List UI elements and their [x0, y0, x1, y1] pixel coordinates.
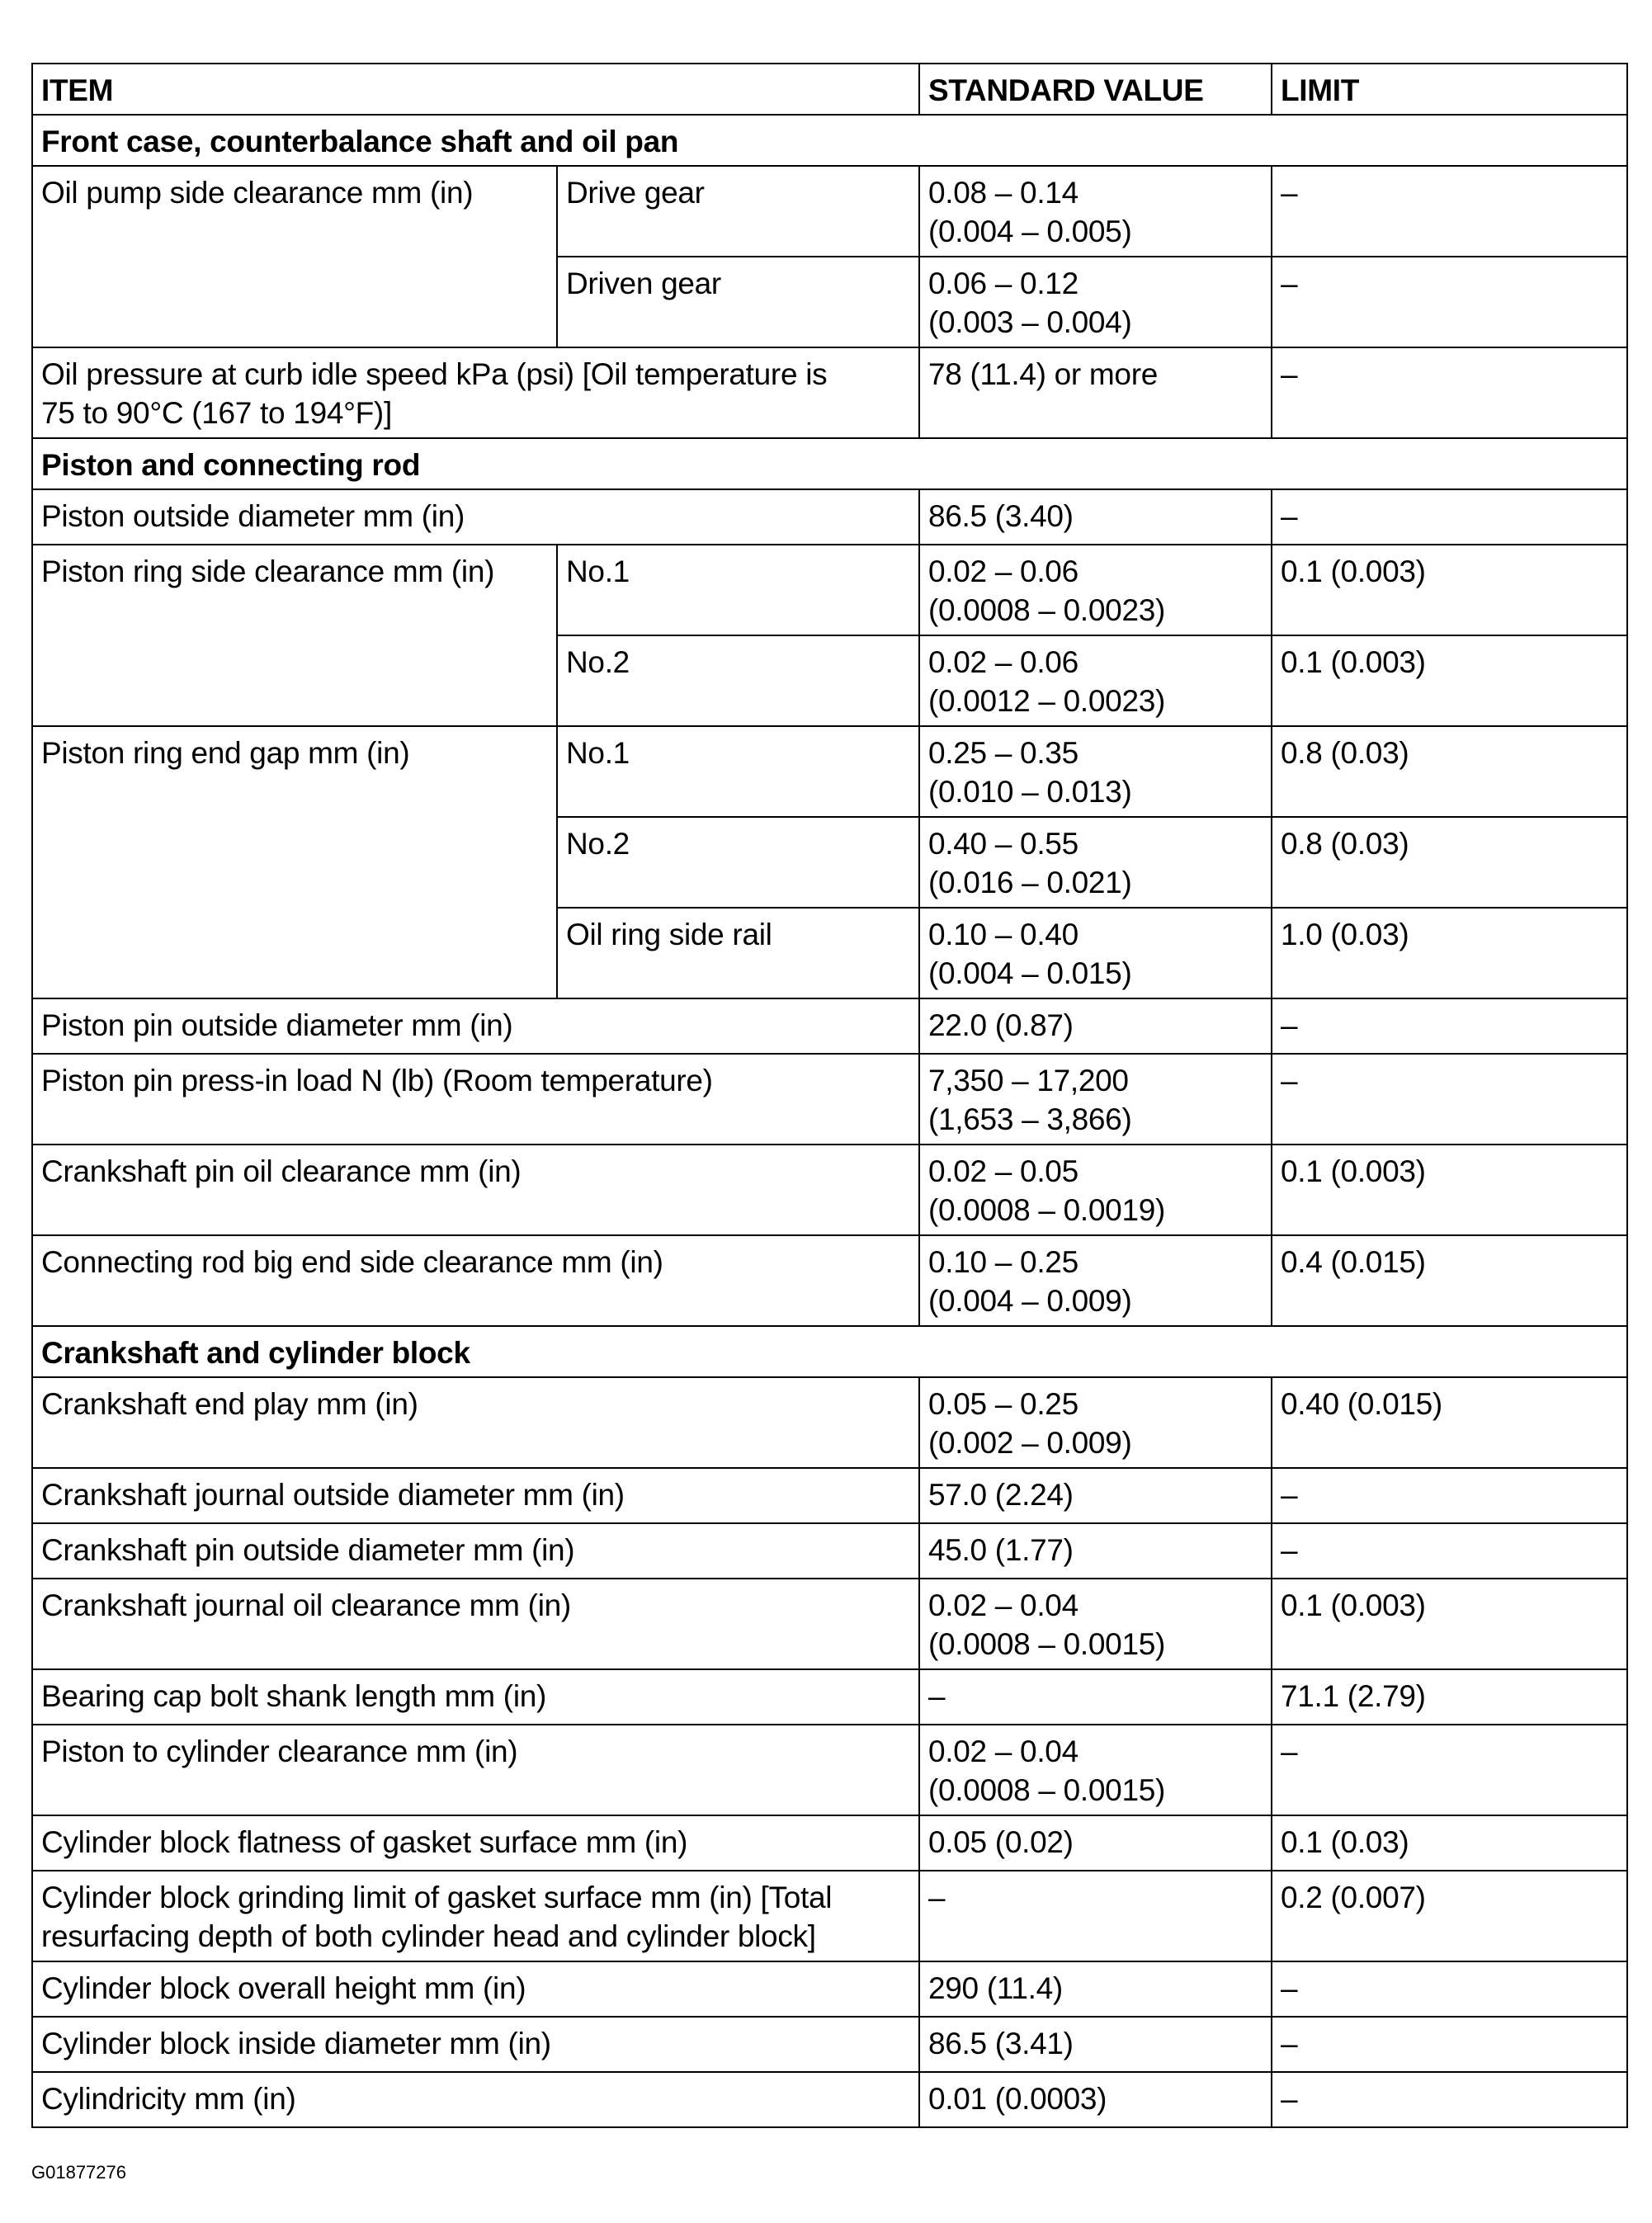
item-cell: Bearing cap bolt shank length mm (in): [32, 1669, 919, 1725]
limit-cell: 0.8 (0.03): [1272, 817, 1627, 908]
subitem-cell: No.1: [557, 726, 919, 817]
table-row: [32, 489, 1627, 545]
text-line: 22.0 (0.87): [928, 1008, 1074, 1042]
text-line: 78 (11.4) or more: [928, 357, 1159, 391]
text-line: 0.40 – 0.55: [928, 827, 1079, 861]
limit-cell: –: [1272, 347, 1627, 438]
item-cell: Piston outside diameter mm (in): [32, 489, 919, 545]
limit-cell: 1.0 (0.03): [1272, 908, 1627, 998]
standard-value-cell: [919, 1961, 1272, 2017]
limit-cell: –: [1272, 1961, 1627, 2017]
standard-value-cell: [919, 635, 1272, 726]
standard-value-cell: [919, 347, 1272, 438]
text-line: 75 to 90°C (167 to 194°F)]: [41, 396, 392, 430]
text-line: resurfacing depth of both cylinder head and cylinder block]: [41, 1919, 816, 1953]
limit-cell: 0.1 (0.003): [1272, 1579, 1627, 1669]
standard-value-cell: [919, 1235, 1272, 1326]
limit-cell: 0.1 (0.003): [1272, 635, 1627, 726]
limit-cell: –: [1272, 2017, 1627, 2072]
item-cell: Piston ring side clearance mm (in): [32, 545, 557, 726]
standard-value-cell: [919, 1468, 1272, 1523]
subitem-cell: Driven gear: [557, 257, 919, 347]
text-line: 7,350 – 17,200: [928, 1064, 1129, 1097]
limit-cell: –: [1272, 166, 1627, 257]
item-cell: Piston ring end gap mm (in): [32, 726, 557, 998]
section-header-row: [32, 1326, 1627, 1377]
limit-cell: –: [1272, 1523, 1627, 1579]
subitem-cell: No.2: [557, 635, 919, 726]
item-cell: Crankshaft pin outside diameter mm (in): [32, 1523, 919, 1579]
standard-value-cell: [919, 1145, 1272, 1235]
text-line: (0.0008 – 0.0019): [928, 1193, 1166, 1227]
text-line: 0.02 – 0.04: [928, 1588, 1079, 1622]
table-row: [32, 1579, 1627, 1669]
item-cell: [32, 1871, 919, 1961]
limit-cell: –: [1272, 1054, 1627, 1145]
text-line: 0.08 – 0.14: [928, 176, 1079, 210]
table-row: [32, 2017, 1627, 2072]
text-line: 0.05 (0.02): [928, 1825, 1074, 1859]
standard-value-cell: [919, 489, 1272, 545]
text-line: 0.02 – 0.06: [928, 645, 1079, 679]
table-row: [32, 2072, 1627, 2127]
limit-cell: 71.1 (2.79): [1272, 1669, 1627, 1725]
item-cell: Cylinder block flatness of gasket surface mm (in): [32, 1815, 919, 1871]
standard-value-cell: [919, 1669, 1272, 1725]
text-line: 86.5 (3.41): [928, 2027, 1074, 2060]
text-line: (0.003 – 0.004): [928, 305, 1132, 339]
item-cell: Oil pump side clearance mm (in): [32, 166, 557, 347]
table-row: [32, 1815, 1627, 1871]
text-line: (0.004 – 0.009): [928, 1284, 1132, 1318]
text-line: (0.0008 – 0.0015): [928, 1773, 1166, 1807]
limit-cell: 0.8 (0.03): [1272, 726, 1627, 817]
table-row: [32, 1468, 1627, 1523]
item-cell: Crankshaft pin oil clearance mm (in): [32, 1145, 919, 1235]
text-line: (0.010 – 0.013): [928, 775, 1132, 809]
text-line: (0.0008 – 0.0015): [928, 1627, 1166, 1661]
item-cell: Crankshaft journal outside diameter mm (in): [32, 1468, 919, 1523]
text-line: 0.06 – 0.12: [928, 267, 1079, 300]
subitem-cell: Drive gear: [557, 166, 919, 257]
text-line: Oil pressure at curb idle speed kPa (psi) [Oil temperature is: [41, 357, 828, 391]
section-header-row: [32, 115, 1627, 166]
table-row: [32, 1523, 1627, 1579]
table-row: [32, 1871, 1627, 1961]
item-cell: Piston to cylinder clearance mm (in): [32, 1725, 919, 1815]
table-row: [32, 1961, 1627, 2017]
table-row: [32, 1235, 1627, 1326]
table-row: [32, 545, 1627, 635]
table-row: [32, 1669, 1627, 1725]
standard-value-cell: [919, 1725, 1272, 1815]
standard-value-cell: [919, 1871, 1272, 1961]
item-cell: Crankshaft journal oil clearance mm (in): [32, 1579, 919, 1669]
subitem-cell: No.1: [557, 545, 919, 635]
text-line: 86.5 (3.40): [928, 499, 1074, 533]
standard-value-cell: [919, 998, 1272, 1054]
limit-cell: 0.4 (0.015): [1272, 1235, 1627, 1326]
limit-cell: –: [1272, 1468, 1627, 1523]
subitem-cell: Oil ring side rail: [557, 908, 919, 998]
item-cell: Crankshaft end play mm (in): [32, 1377, 919, 1468]
text-line: 57.0 (2.24): [928, 1478, 1074, 1512]
header-item: ITEM: [32, 64, 919, 115]
standard-value-cell: [919, 1054, 1272, 1145]
standard-value-cell: [919, 1815, 1272, 1871]
text-line: –: [928, 1679, 946, 1713]
item-cell: [32, 347, 919, 438]
table-row: [32, 347, 1627, 438]
text-line: (0.0012 – 0.0023): [928, 684, 1166, 718]
subitem-cell: No.2: [557, 817, 919, 908]
text-line: 0.02 – 0.05: [928, 1154, 1079, 1188]
text-line: 0.10 – 0.25: [928, 1245, 1079, 1279]
text-line: 45.0 (1.77): [928, 1533, 1074, 1567]
table-row: [32, 998, 1627, 1054]
table-row: [32, 166, 1627, 257]
standard-value-cell: [919, 545, 1272, 635]
section-title: Piston and connecting rod: [32, 438, 1627, 489]
text-line: –: [928, 1881, 946, 1914]
text-line: (0.004 – 0.015): [928, 956, 1132, 990]
item-cell: Piston pin outside diameter mm (in): [32, 998, 919, 1054]
item-cell: Cylinder block inside diameter mm (in): [32, 2017, 919, 2072]
text-line: 0.25 – 0.35: [928, 736, 1079, 770]
standard-value-cell: [919, 817, 1272, 908]
text-line: 0.02 – 0.06: [928, 555, 1079, 588]
standard-value-cell: [919, 166, 1272, 257]
limit-cell: 0.1 (0.003): [1272, 545, 1627, 635]
standard-value-cell: [919, 908, 1272, 998]
item-cell: Cylindricity mm (in): [32, 2072, 919, 2127]
table-row: [32, 1377, 1627, 1468]
header-limit: LIMIT: [1272, 64, 1627, 115]
limit-cell: 0.2 (0.007): [1272, 1871, 1627, 1961]
figure-id: G01877276: [31, 2162, 126, 2183]
standard-value-cell: [919, 2017, 1272, 2072]
limit-cell: –: [1272, 257, 1627, 347]
item-cell: Piston pin press-in load N (lb) (Room temperature): [32, 1054, 919, 1145]
table-row: [32, 1054, 1627, 1145]
table-row: [32, 1145, 1627, 1235]
text-line: (0.016 – 0.021): [928, 866, 1132, 899]
spec-table-body: [32, 64, 1627, 2127]
table-row: [32, 726, 1627, 817]
text-line: 290 (11.4): [928, 1971, 1063, 2005]
limit-cell: 0.1 (0.03): [1272, 1815, 1627, 1871]
table-row: [32, 1725, 1627, 1815]
limit-cell: 0.40 (0.015): [1272, 1377, 1627, 1468]
limit-cell: –: [1272, 489, 1627, 545]
text-line: 0.02 – 0.04: [928, 1735, 1079, 1768]
text-line: 0.01 (0.0003): [928, 2082, 1107, 2116]
standard-value-cell: [919, 2072, 1272, 2127]
text-line: (1,653 – 3,866): [928, 1102, 1132, 1136]
text-line: (0.0008 – 0.0023): [928, 593, 1166, 627]
limit-cell: –: [1272, 998, 1627, 1054]
text-line: (0.004 – 0.005): [928, 215, 1132, 248]
section-title: Front case, counterbalance shaft and oil pan: [32, 115, 1627, 166]
limit-cell: –: [1272, 2072, 1627, 2127]
text-line: 0.10 – 0.40: [928, 918, 1079, 951]
standard-value-cell: [919, 726, 1272, 817]
header-standard-value: STANDARD VALUE: [919, 64, 1272, 115]
item-cell: Cylinder block overall height mm (in): [32, 1961, 919, 2017]
standard-value-cell: [919, 1523, 1272, 1579]
text-line: (0.002 – 0.009): [928, 1426, 1132, 1460]
standard-value-cell: [919, 1377, 1272, 1468]
service-spec-table: [31, 63, 1628, 2128]
standard-value-cell: [919, 1579, 1272, 1669]
text-line: 0.05 – 0.25: [928, 1387, 1079, 1421]
section-header-row: [32, 438, 1627, 489]
standard-value-cell: [919, 257, 1272, 347]
section-title: Crankshaft and cylinder block: [32, 1326, 1627, 1377]
item-cell: Connecting rod big end side clearance mm (in): [32, 1235, 919, 1326]
text-line: Cylinder block grinding limit of gasket surface mm (in) [Total: [41, 1881, 833, 1914]
table-header-row: [32, 64, 1627, 115]
limit-cell: 0.1 (0.003): [1272, 1145, 1627, 1235]
limit-cell: –: [1272, 1725, 1627, 1815]
